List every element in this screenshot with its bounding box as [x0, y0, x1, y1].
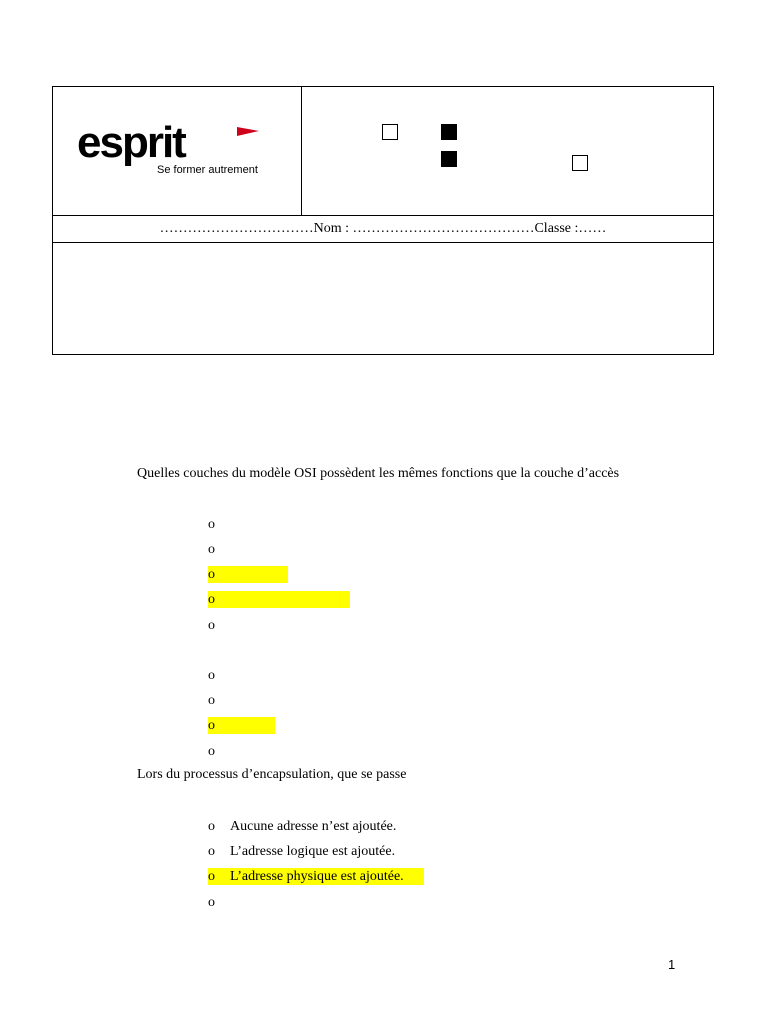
option-bullet: o — [208, 718, 215, 733]
answer-option[interactable] — [208, 566, 288, 583]
answer-option[interactable] — [208, 667, 230, 684]
option-bullet: o — [208, 819, 215, 834]
answer-option[interactable] — [208, 541, 230, 558]
logo-flag — [237, 127, 259, 136]
option-bullet: o — [208, 517, 215, 532]
option-bullet: o — [208, 869, 215, 884]
option-bullet: o — [208, 668, 215, 683]
option-bullet: o — [208, 567, 215, 582]
nom-classe-line: ……………………………Nom : …………………………………Classe :…… — [159, 221, 607, 236]
answer-option[interactable] — [208, 743, 230, 760]
option-bullet: o — [208, 693, 215, 708]
option-label: Aucune adresse n’est ajoutée. — [230, 819, 397, 834]
checkbox-3[interactable] — [441, 151, 457, 167]
question-3-text: Lors du processus d’encapsulation, que se passe — [137, 767, 407, 782]
checkbox-1[interactable] — [382, 124, 398, 140]
page-number: 1 — [668, 957, 676, 972]
checkbox-4[interactable] — [572, 155, 588, 171]
option-bullet: o — [208, 844, 215, 859]
option-bullet: o — [208, 618, 215, 633]
checkbox-2[interactable] — [441, 124, 457, 140]
header-divider-vertical — [301, 87, 302, 215]
question-1-text: Quelles couches du modèle OSI possèdent les mêmes fonctions que la couche d’accès — [137, 466, 620, 481]
option-bullet: o — [208, 895, 215, 910]
header-divider-2 — [53, 242, 713, 243]
option-bullet: o — [208, 744, 215, 759]
option-label: L’adresse physique est ajoutée. — [230, 869, 404, 884]
answer-option[interactable] — [208, 692, 230, 709]
option-label: L’adresse logique est ajoutée. — [230, 844, 396, 859]
option-bullet: o — [208, 542, 215, 557]
option-bullet: o — [208, 592, 215, 607]
logo-word: esprit — [77, 123, 185, 167]
header-divider-1 — [53, 215, 713, 216]
answer-option[interactable] — [208, 617, 230, 634]
logo-tagline: Se former autrement — [157, 164, 258, 176]
esprit-logo — [77, 123, 267, 177]
header-table — [52, 86, 714, 355]
answer-option[interactable] — [208, 868, 424, 885]
answer-option[interactable] — [208, 516, 230, 533]
answer-option[interactable] — [208, 591, 350, 608]
answer-option[interactable] — [208, 717, 275, 734]
answer-option[interactable] — [208, 894, 230, 911]
answer-option[interactable] — [208, 818, 396, 835]
answer-option[interactable] — [208, 843, 395, 860]
